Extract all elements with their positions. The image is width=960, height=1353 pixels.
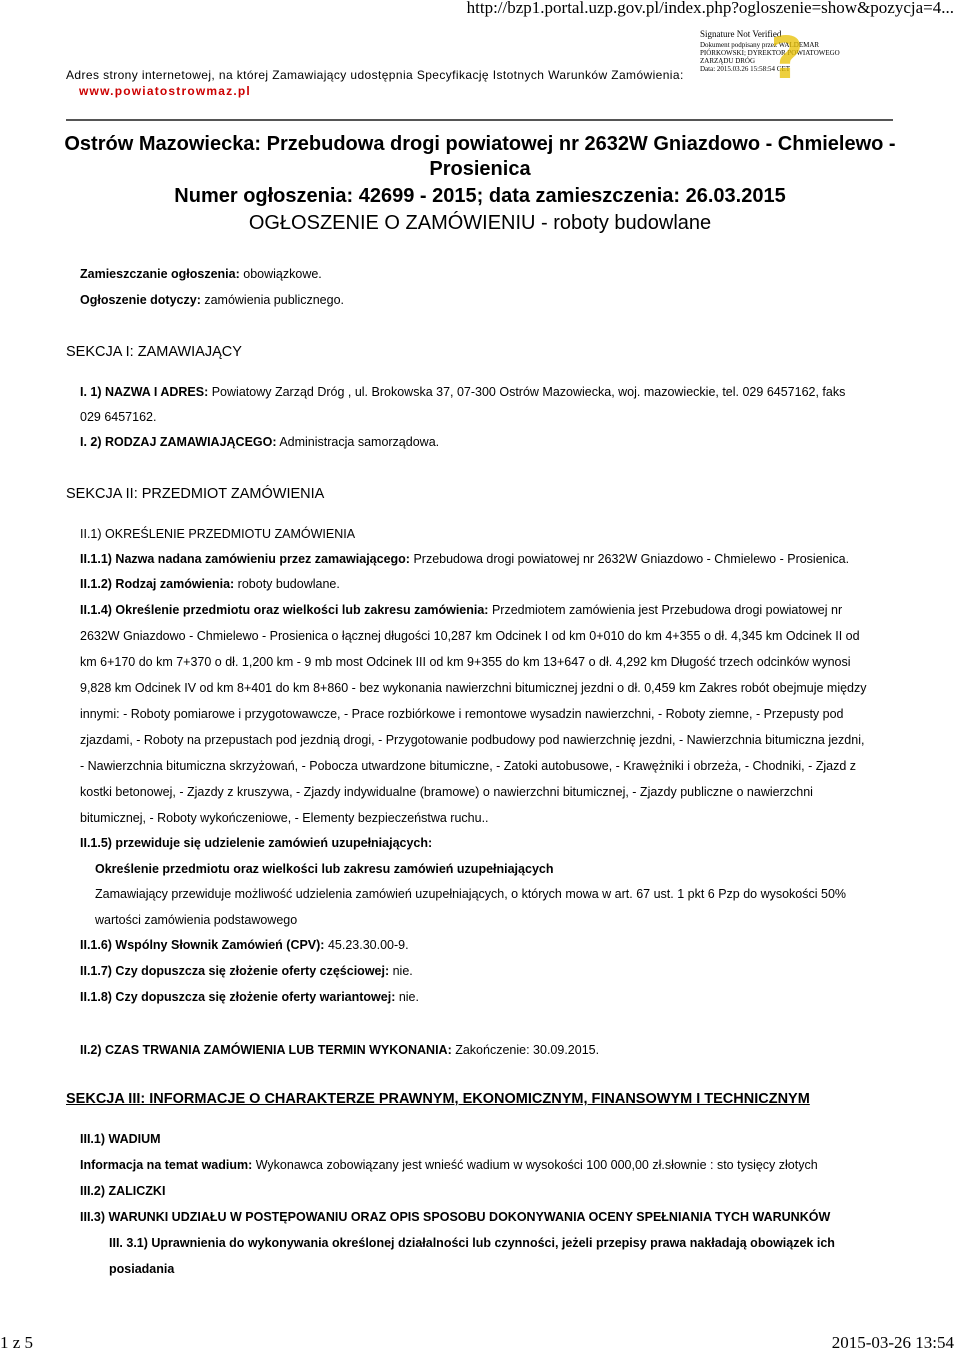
signature-line: PIÓRKOWSKI; DYREKTOR POWIATOWEGO [700,49,840,57]
address-label: Adres strony internetowej, na której Zamawiający udostępnia Specyfikację Istotnych Warunków Zamówienia: [66,68,684,82]
item-ii14-line: kostki betonowej, - Zjazdy z kruszywa, - Zjazdy indywidualne (bramowe) o nawierzchni bitumicznej, - Zjazdy publiczne o nawierzchni [80,785,813,799]
page-url: http://bzp1.portal.uzp.gov.pl/index.php?ogloszenie=show&pozycja=4... [466,0,954,17]
item-ii11: II.1.1) Nazwa nadana zamówieniu przez zamawiającego: Przebudowa drogi powiatowej nr 2632W Gniazdowo - Chmielewo - Prosienica. [80,552,850,566]
item-ii14-line: zjazdami, - Roboty na przepustach pod jezdnią drogi, - Przygotowanie podbudowy pod nawierzchnię jezdni, - Nawierzchnia bitumiczna jezdni, [80,733,865,747]
item-ii18: II.1.8) Czy dopuszcza się złożenie oferty wariantowej: nie. [80,990,419,1004]
announcement-type: OGŁOSZENIE O ZAMÓWIENIU - roboty budowlane [248,212,712,234]
item-iii2: III.2) ZALICZKI [80,1184,166,1198]
item-ii14-line: innymi: - Roboty pomiarowe i przygotowawcze, - Prace rozbiórkowe i remontowe wysadzin nawierzchni, - Roboty ziemne, - Przepusty pod [80,707,844,721]
item-ii15: II.1.5) przewiduje się udzielenie zamówień uzupełniających: [80,836,433,850]
signature-title: Signature Not Verified [700,29,782,39]
item-ii16: II.1.6) Wspólny Słownik Zamówień (CPV): 45.23.30.00-9. [80,938,409,952]
item-iii1: III.1) WADIUM [80,1132,161,1146]
section-2-heading: SEKCJA II: PRZEDMIOT ZAMÓWIENIA [66,486,325,502]
item-iii31: III. 3.1) Uprawnienia do wykonywania określonej działalności lub czynności, jeżeli przepisy prawa nakładają obowiązek ich [109,1236,835,1250]
signature-box [700,24,860,92]
item-ii2: II.2) CZAS TRWANIA ZAMÓWIENIA LUB TERMIN WYKONANIA: Zakończenie: 30.09.2015. [80,1043,600,1057]
item-ii14-line: - Nawierzchnia bitumiczna skrzyżowań, - Pobocza utwardzone bitumiczne, - Zatoki autobusowe, - Krawężniki i obrzeża, - Chodniki, - Zjazd z [80,759,857,773]
item-ii1: II.1) OKREŚLENIE PRZEDMIOTU ZAMÓWIENIA [80,527,356,541]
item-i2: I. 2) RODZAJ ZAMAWIAJĄCEGO: Administracja samorządowa. [80,435,440,449]
item-iii1-info: Informacja na temat wadium: Wykonawca zobowiązany jest wnieść wadium w wysokości 100 000,00 zł.słownie : sto tysięcy złotych [80,1158,818,1172]
item-ii14-line: km 6+170 do km 7+370 o dł. 1,200 km - 9 mb most Odcinek III od km 9+355 do km 13+647 o dł. 4,292 km Długość trzech odcinków wynosi [80,655,851,669]
intro-concerns: Ogłoszenie dotyczy: zamówienia publicznego. [80,293,344,307]
item-ii15-sub: Określenie przedmiotu oraz wielkości lub zakresu zamówień uzupełniających [95,862,554,876]
section-1-heading: SEKCJA I: ZAMAWIAJĄCY [66,344,242,360]
page-title-cont: Prosienica [429,158,531,180]
item-ii14-line: 2632W Gniazdowo - Chmielewo - Prosienica o łącznej długości 10,287 km Odcinek I od km 0+010 do km 4+355 o dł. 4,345 km Odcinek II od [80,629,860,643]
item-ii14-line: bitumicznej, - Roboty wykończeniowe, - Elementy bezpieczeństwa ruchu.. [80,811,489,825]
print-datetime: 2015-03-26 13:54 [831,1333,954,1352]
section-3-heading: SEKCJA III: INFORMACJE O CHARAKTERZE PRAWNYM, EKONOMICZNYM, FINANSOWYM I TECHNICZNYM [66,1091,810,1107]
address-link[interactable]: www.powiatostrowmaz.pl [79,84,251,98]
item-iii3: III.3) WARUNKI UDZIAŁU W POSTĘPOWANIU ORAZ OPIS SPOSOBU DOKONYWANIA OCENY SPEŁNIANIA TYCH WARUNKÓW [80,1210,831,1224]
item-ii14: II.1.4) Określenie przedmiotu oraz wielkości lub zakresu zamówienia: Przedmiotem zamówienia jest Przebudowa drogi powiatowej nr [80,603,843,617]
item-ii15-text: Zamawiający przewiduje możliwość udzielenia zamówień uzupełniających, o których mowa w art. 67 ust. 1 pkt 6 Pzp do wysokości 50% [95,887,847,901]
item-ii15-text: wartości zamówienia podstawowego [95,913,298,927]
signature-line: Dokument podpisany przez WALDEMAR [700,41,820,49]
intro-publication: Zamieszczanie ogłoszenia: obowiązkowe. [80,267,322,281]
item-ii17: II.1.7) Czy dopuszcza się złożenie oferty częściowej: nie. [80,964,413,978]
item-ii14-line: 9,828 km Odcinek IV od km 8+401 do km 8+860 - bez wykonania nawierzchni bitumicznej jezdni o dł. 0,459 km Zakres robót obejmuje między [80,681,867,695]
item-ii12: II.1.2) Rodzaj zamówienia: roboty budowlane. [80,577,340,591]
question-mark-icon: ? [770,24,804,92]
page-number: 1 z 5 [0,1333,34,1352]
announcement-number: Numer ogłoszenia: 42699 - 2015; data zamieszczenia: 26.03.2015 [174,185,786,207]
item-iii31-cont: posiadania [109,1262,175,1276]
item-i1-cont: 029 6457162. [80,410,157,424]
page-title: Ostrów Mazowiecka: Przebudowa drogi powiatowej nr 2632W Gniazdowo - Chmielewo - [64,133,896,155]
item-i1: I. 1) NAZWA I ADRES: Powiatowy Zarząd Dróg , ul. Brokowska 37, 07-300 Ostrów Mazowiecka, woj. mazowieckie, tel. 029 6457162, faks [80,385,846,399]
header-divider [66,119,893,121]
signature-line: ZARZĄDU DRÓG [700,57,756,65]
signature-line: Data: 2015.03.26 15:58:54 CET [700,65,791,73]
